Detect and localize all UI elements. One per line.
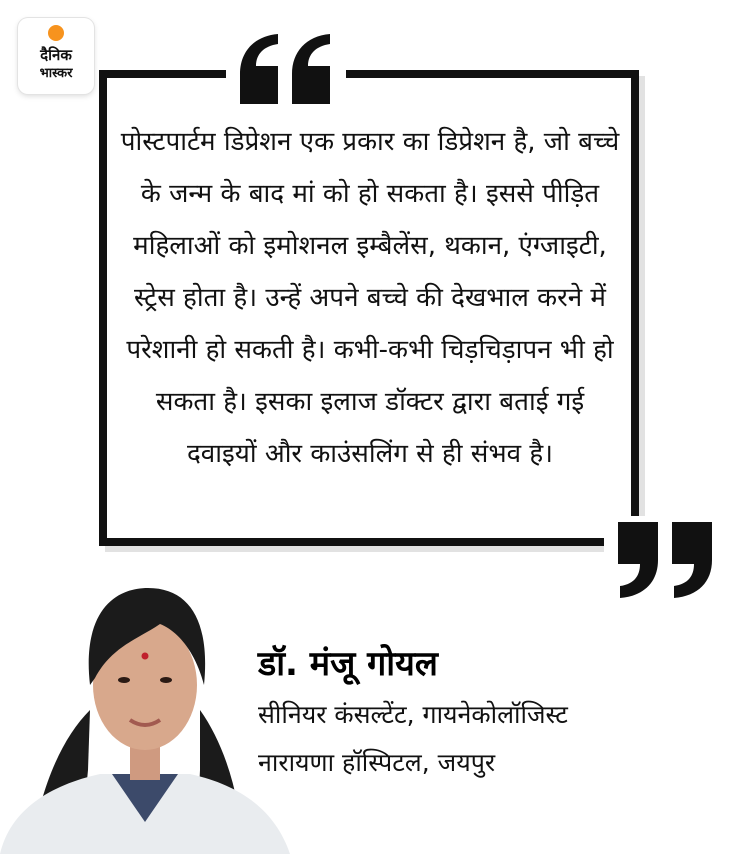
quote-open-icon — [226, 30, 346, 110]
logo-text-line2: भास्कर — [39, 66, 73, 81]
doctor-name: डॉ. मंजू गोयल — [258, 644, 438, 684]
logo-text-line1: दैनिक — [40, 46, 72, 64]
doctor-portrait — [0, 560, 300, 854]
doctor-title: सीनियर कंसल्टेंट, गायनेकोलॉजिस्ट — [258, 700, 568, 729]
dainik-bhaskar-logo — [18, 18, 94, 94]
doctor-hospital: नारायणा हॉस्पिटल, जयपुर — [258, 748, 496, 777]
quote-text: पोस्टपार्टम डिप्रेशन एक प्रकार का डिप्रेशन है, जो बच्चे के जन्म के बाद मां को हो सकता है। इससे पीड़ित महिलाओं को इमोशनल इम्बैलेंस, थकान, एंग्जाइटी, स्ट्रेस होता है। उन्हें अपने बच्चे की देखभाल करने में परेशानी हो सकती है। कभी-कभी चिड़चिड़ापन भी हो सकता है। इसका इलाज डॉक्टर द्वारा बताई गई दवाइयों और काउंसलिंग से ही संभव है। — [120, 127, 620, 469]
quote-close-icon — [604, 516, 726, 600]
sun-icon — [48, 25, 64, 41]
